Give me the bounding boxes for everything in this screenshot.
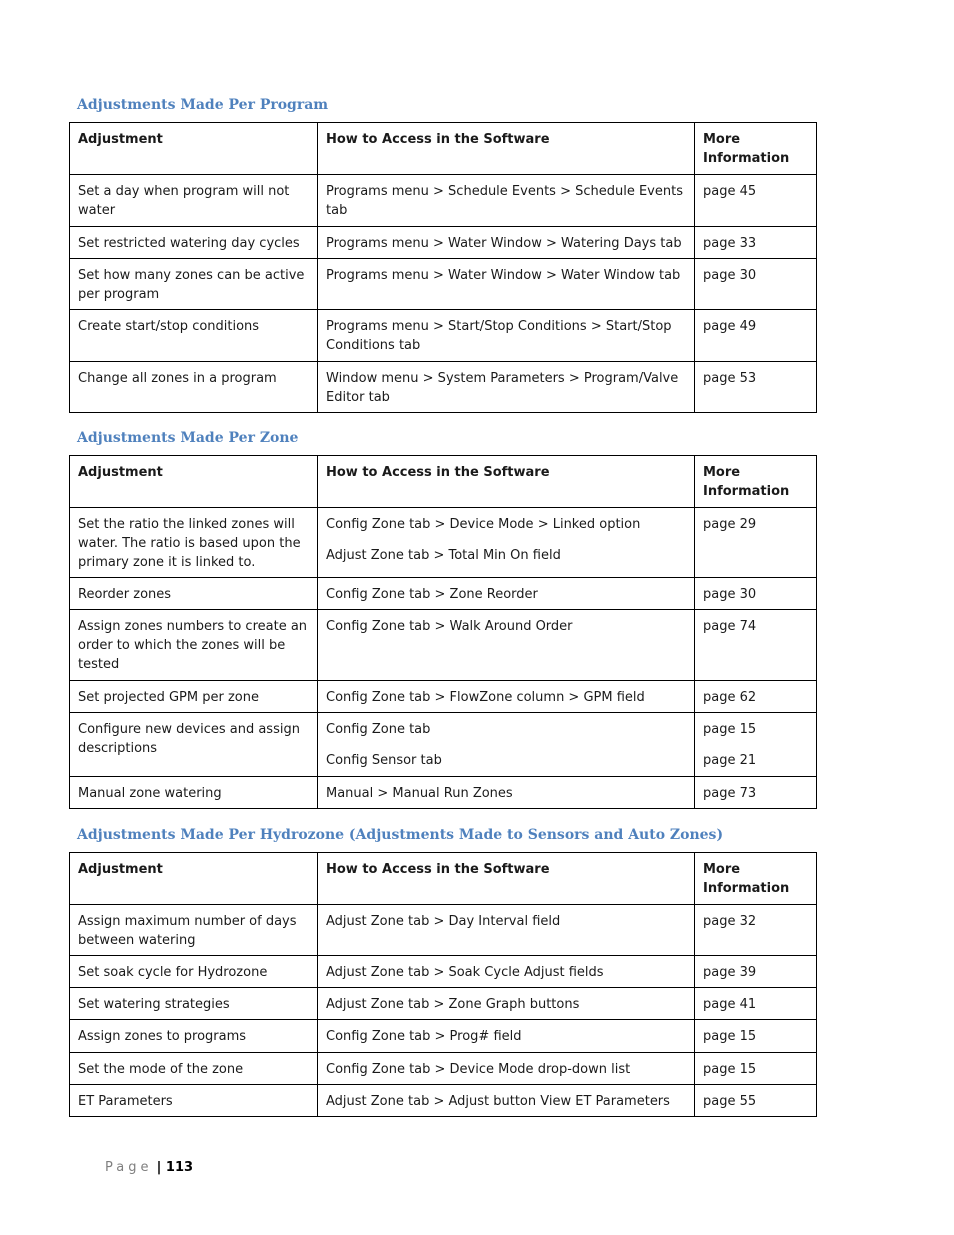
cell-how: Config Zone tab > Walk Around Order: [318, 610, 695, 681]
table-row: [70, 175, 817, 227]
cell-more: page 41: [695, 988, 817, 1020]
cell-how: Programs menu > Schedule Events > Schedule Events tab: [318, 175, 695, 227]
header-more-information: More Information: [695, 853, 817, 905]
cell-adjustment: Set soak cycle for Hydrozone: [70, 956, 318, 988]
table-row: [70, 508, 817, 578]
section-title: Adjustments Made Per Program: [77, 97, 329, 113]
cell-more: page 15: [695, 1020, 817, 1053]
cell-how: Adjust Zone tab > Zone Graph buttons: [318, 988, 695, 1020]
header-adjustment: Adjustment: [70, 123, 318, 175]
adjustments-table: [69, 122, 817, 413]
cell-more: [695, 713, 817, 777]
cell-more: page 62: [695, 681, 817, 713]
how-line: Config Sensor tab: [326, 753, 442, 768]
table-row: [70, 681, 817, 713]
cell-adjustment: Set restricted watering day cycles: [70, 227, 318, 259]
cell-adjustment: Set the ratio the linked zones will water. The ratio is based upon the primary zone it is linked to.: [70, 508, 318, 578]
adjustments-table: [69, 455, 817, 809]
cell-adjustment: Configure new devices and assign descriptions: [70, 713, 318, 777]
how-line: Config Zone tab: [326, 722, 431, 737]
header-how-to-access: How to Access in the Software: [318, 456, 695, 508]
cell-more: page 32: [695, 905, 817, 956]
table-row: [70, 905, 817, 956]
table-header-row: [70, 123, 817, 175]
table-row: [70, 777, 817, 809]
table-row: [70, 1085, 817, 1117]
table-row: [70, 956, 817, 988]
cell-how: Programs menu > Start/Stop Conditions > Start/Stop Conditions tab: [318, 310, 695, 362]
table-row: [70, 259, 817, 310]
cell-adjustment: Set how many zones can be active per program: [70, 259, 318, 310]
header-how-to-access: How to Access in the Software: [318, 123, 695, 175]
cell-more: page 30: [695, 578, 817, 610]
cell-adjustment: Create start/stop conditions: [70, 310, 318, 362]
adjustments-table: [69, 852, 817, 1117]
page-footer: [105, 1160, 193, 1175]
cell-adjustment: Change all zones in a program: [70, 362, 318, 413]
cell-adjustment: Assign zones numbers to create an order to which the zones will be tested: [70, 610, 318, 681]
header-adjustment: Adjustment: [70, 853, 318, 905]
cell-adjustment: ET Parameters: [70, 1085, 318, 1117]
table-row: [70, 1053, 817, 1085]
cell-more: page 53: [695, 362, 817, 413]
cell-adjustment: Set projected GPM per zone: [70, 681, 318, 713]
cell-how: Config Zone tab > Zone Reorder: [318, 578, 695, 610]
header-adjustment: Adjustment: [70, 456, 318, 508]
cell-adjustment: Reorder zones: [70, 578, 318, 610]
header-how-to-access: How to Access in the Software: [318, 853, 695, 905]
table-row: [70, 1020, 817, 1053]
table-row: [70, 310, 817, 362]
table-row: [70, 578, 817, 610]
page-number: | 113: [156, 1160, 194, 1175]
cell-more: page 49: [695, 310, 817, 362]
header-more-information: More Information: [695, 123, 817, 175]
cell-more: page 39: [695, 956, 817, 988]
cell-more: page 55: [695, 1085, 817, 1117]
cell-more: page 33: [695, 227, 817, 259]
cell-adjustment: Set watering strategies: [70, 988, 318, 1020]
cell-more: page 15: [695, 1053, 817, 1085]
table-header-row: [70, 456, 817, 508]
more-line: page 15: [703, 722, 757, 737]
header-more-information: More Information: [695, 456, 817, 508]
cell-more: page 30: [695, 259, 817, 310]
cell-how: [318, 508, 695, 578]
cell-adjustment: Set the mode of the zone: [70, 1053, 318, 1085]
table-row: [70, 610, 817, 681]
cell-more: page 74: [695, 610, 817, 681]
cell-more: page 45: [695, 175, 817, 227]
how-line: Config Zone tab > Device Mode > Linked option: [326, 517, 641, 532]
table-row: [70, 713, 817, 777]
cell-more: page 73: [695, 777, 817, 809]
cell-how: Programs menu > Water Window > Water Window tab: [318, 259, 695, 310]
how-line: Adjust Zone tab > Total Min On field: [326, 548, 561, 563]
cell-how: Manual > Manual Run Zones: [318, 777, 695, 809]
cell-adjustment: Assign zones to programs: [70, 1020, 318, 1053]
section-title: Adjustments Made Per Hydrozone (Adjustments Made to Sensors and Auto Zones): [77, 827, 724, 843]
cell-how: Adjust Zone tab > Adjust button View ET Parameters: [318, 1085, 695, 1117]
cell-how: Config Zone tab > FlowZone column > GPM field: [318, 681, 695, 713]
cell-adjustment: Assign maximum number of days between watering: [70, 905, 318, 956]
cell-more: page 29: [695, 508, 817, 578]
table-row: [70, 227, 817, 259]
section-title: Adjustments Made Per Zone: [77, 430, 299, 446]
cell-how: [318, 713, 695, 777]
more-line: page 21: [703, 753, 757, 768]
page-label: Page: [105, 1160, 153, 1175]
cell-adjustment: Set a day when program will not water: [70, 175, 318, 227]
cell-how: Programs menu > Water Window > Watering Days tab: [318, 227, 695, 259]
cell-how: Config Zone tab > Prog# field: [318, 1020, 695, 1053]
cell-how: Adjust Zone tab > Soak Cycle Adjust fields: [318, 956, 695, 988]
table-header-row: [70, 853, 817, 905]
cell-adjustment: Manual zone watering: [70, 777, 318, 809]
cell-how: Config Zone tab > Device Mode drop-down list: [318, 1053, 695, 1085]
table-row: [70, 988, 817, 1020]
cell-how: Adjust Zone tab > Day Interval field: [318, 905, 695, 956]
table-row: [70, 362, 817, 413]
cell-how: Window menu > System Parameters > Program/Valve Editor tab: [318, 362, 695, 413]
